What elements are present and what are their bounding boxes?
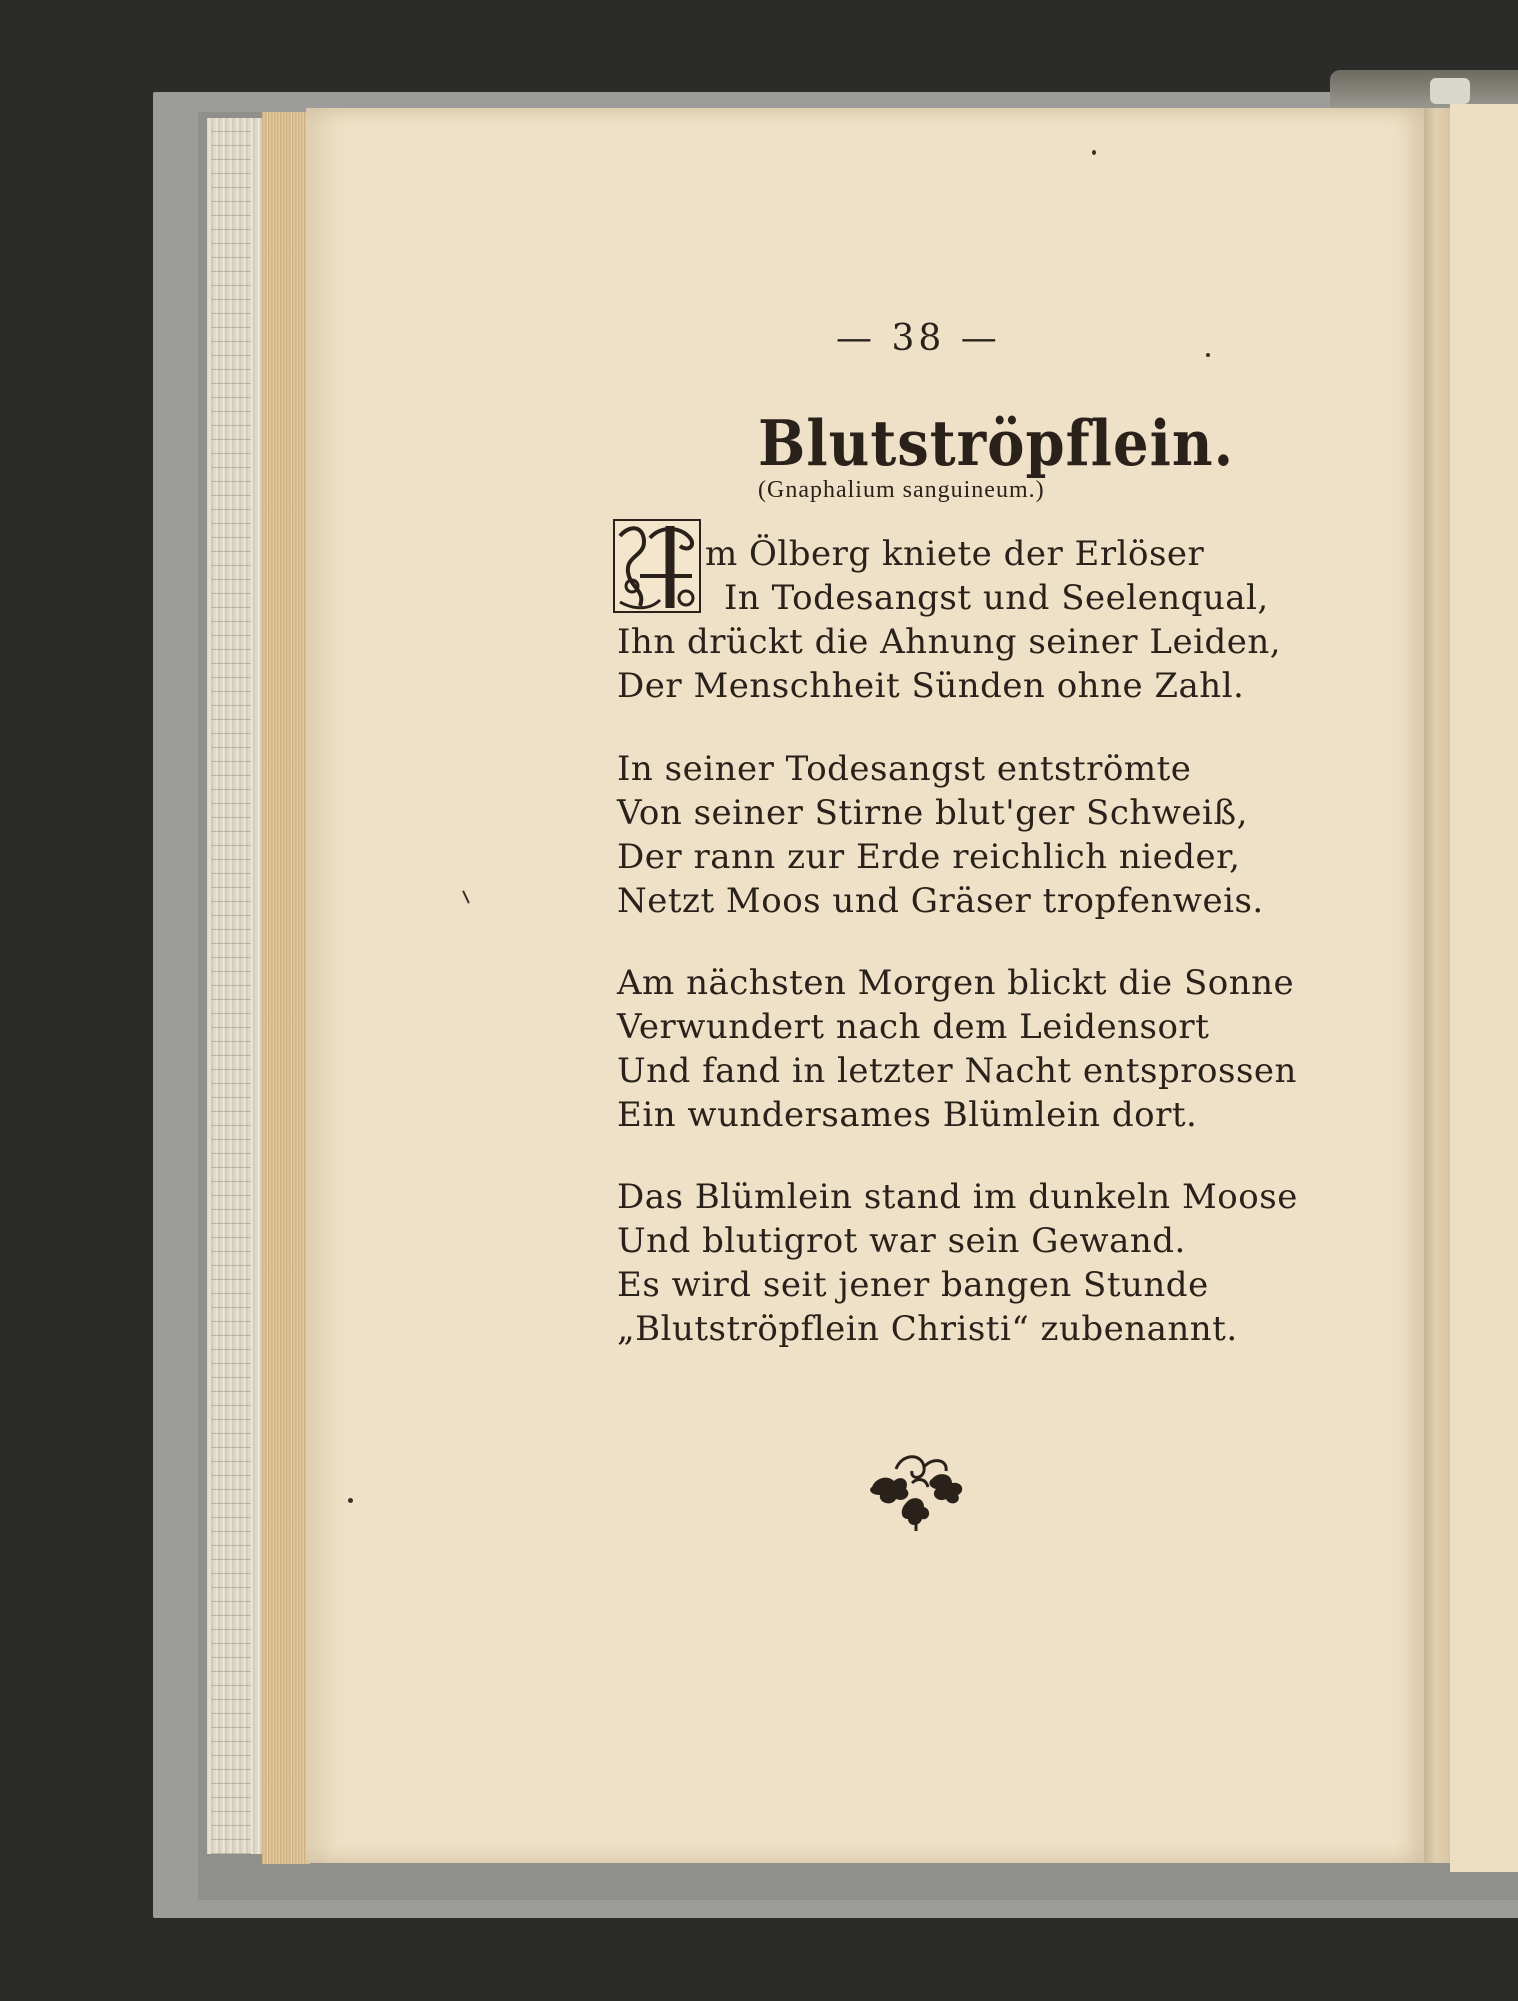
drop-cap [610,516,704,616]
stanza-2-line-1: In seiner Todesangst entströmte [617,749,1192,789]
poem-subtitle: (Gnaphalium sanguineum.) [758,477,1045,503]
stanza-1-line-2: In Todesangst und Seelenqual, [724,578,1269,618]
stanza-3-line-1: Am nächsten Morgen blickt die Sonne [617,963,1295,1003]
stanza-2-line-2: Von seiner Stirne blut'ger Schweiß, [617,793,1248,833]
ink-speck [348,1498,353,1503]
stanza-1-line-4: Der Menschheit Sünden ohne Zahl. [617,666,1245,706]
stanza-4-line-2: Und blutigrot war sein Gewand. [617,1221,1186,1261]
page-gilt-edges [262,112,310,1864]
right-page [1450,104,1518,1872]
stanza-1-line-3: Ihn drückt die Ahnung seiner Leiden, [617,622,1282,662]
ink-speck [1092,150,1096,155]
stanza-3-line-2: Verwundert nach dem Leidensort [617,1007,1210,1047]
stanza-2-line-4: Netzt Moos und Gräser tropfenweis. [617,881,1264,921]
stanza-3-line-4: Ein wundersames Blümlein dort. [617,1095,1198,1135]
stanza-4-line-1: Das Blümlein stand im dunkeln Moose [617,1177,1298,1217]
stanza-3-line-3: Und fand in letzter Nacht entsprossen [617,1051,1297,1091]
stanza-1-line-1: m Ölberg kniete der Erlöser [705,534,1205,574]
poem-title: Blutströpflein. [758,407,1235,481]
stanza-4-line-3: Es wird seit jener bangen Stunde [617,1265,1209,1305]
page-number: — 38 — [836,318,1001,359]
page-stack-lines [211,118,251,1854]
stanza-2-line-3: Der rann zur Erde reichlich nieder, [617,837,1241,877]
leaf-vine-ornament-icon [866,1449,970,1531]
bookmark-ribbon [1430,78,1470,104]
ink-speck [1206,353,1210,357]
stanza-4-line-4: „Blutströpflein Christi“ zubenannt. [617,1309,1238,1349]
